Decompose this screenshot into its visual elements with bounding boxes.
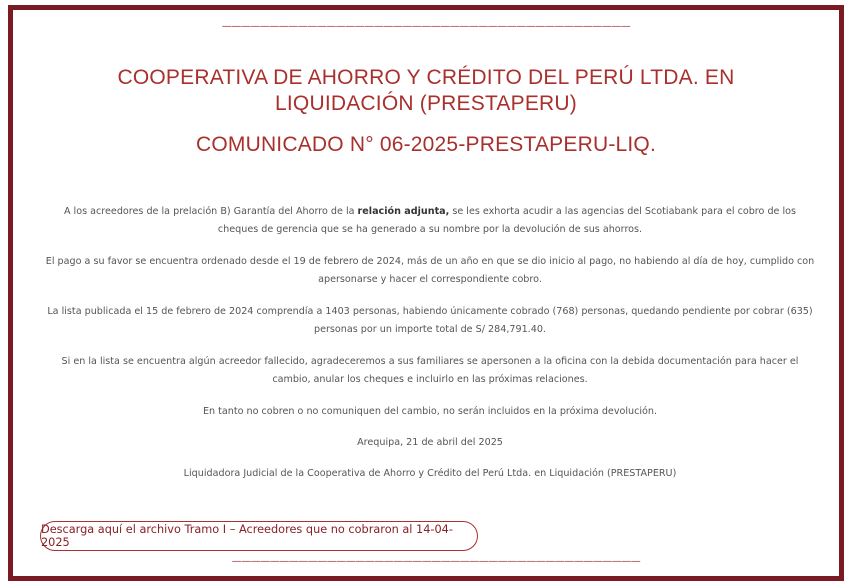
notice-body	[43, 203, 817, 496]
paragraph-2: El pago a su favor se encuentra ordenado desde el 19 de febrero de 2024, más de un año en que se dio inicio al pago, no habiendo al día de hoy, cumplido con apersonarse y hacer el correspondiente cobro.	[45, 256, 815, 285]
bottom-decorative-rule: ———————————————————————————————————————————	[231, 556, 641, 567]
paragraph-4: Si en la lista se encuentra algún acreedor fallecido, agradeceremos a sus familiares se apersonen a la oficina con la debida documentación para hacer el cambio, anular los cheques e incluirlo en las próximas relaciones.	[61, 356, 799, 385]
download-file-label: Descarga aquí el archivo Tramo I – Acreedores que no cobraron al 14-04-2025	[41, 523, 453, 549]
download-file-button[interactable]	[40, 521, 478, 551]
page-title: COOPERATIVA DE AHORRO Y CRÉDITO DEL PERÚ LTDA. EN LIQUIDACIÓN (PRESTAPERU)	[117, 66, 735, 115]
communique-number: COMUNICADO N° 06-2025-PRESTAPERU-LIQ.	[195, 133, 656, 156]
paragraph-3: La lista publicada el 15 de febrero de 2024 comprendía a 1403 personas, habiendo únicamente cobrado (768) personas, quedando pendiente por cobrar (635) personas por un importe total de S/ 284,791.40.	[47, 306, 813, 335]
paragraph-5: En tanto no cobren o no comuniquen del cambio, no serán incluidos en la próxima devolución.	[202, 406, 658, 417]
place-date: Arequipa, 21 de abril del 2025	[357, 437, 503, 448]
signature: Liquidadora Judicial de la Cooperativa de Ahorro y Crédito del Perú Ltda. en Liquidación (PRESTAPERU)	[183, 468, 677, 479]
notice-frame	[8, 5, 844, 581]
top-decorative-rule: ———————————————————————————————————————————	[221, 21, 631, 32]
paragraph-1	[43, 203, 817, 239]
paragraph-1-end: se les exhorta acudir a las agencias del Scotiabank para el cobro de los cheques de gerencia que se ha generado a su nombre por la devolución de sus ahorros.	[217, 206, 797, 235]
attached-list-link-text: relación adjunta,	[357, 206, 450, 217]
paragraph-1-start: A los acreedores de la prelación B) Garantía del Ahorro de la	[63, 206, 358, 217]
